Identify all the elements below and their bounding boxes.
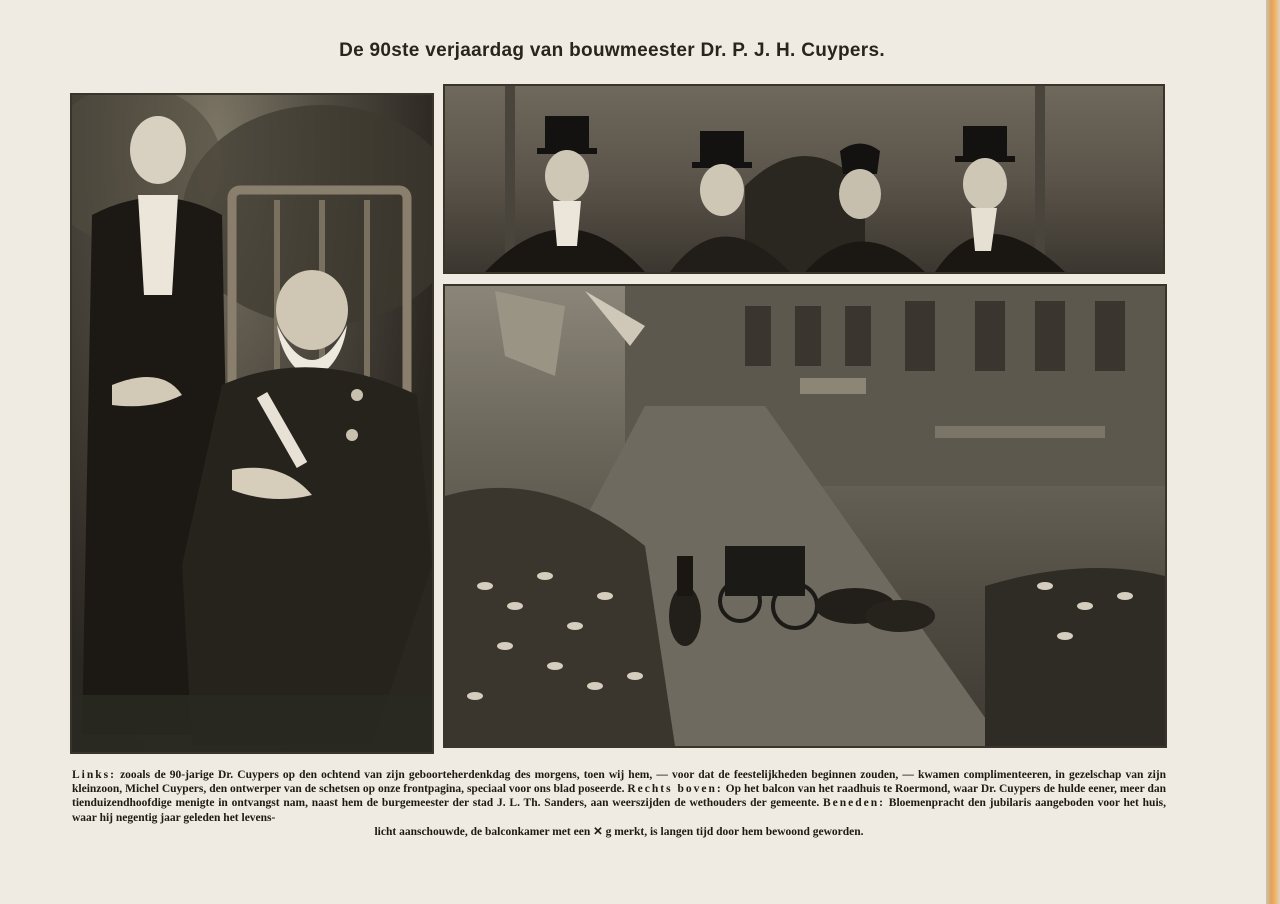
photo-street-procession xyxy=(443,284,1167,748)
caption-label-rechts: Rechts boven: xyxy=(627,783,723,796)
balcony-illustration xyxy=(445,86,1163,272)
page-title: De 90ste verjaardag van bouwmeester Dr. P. J. H. Cuypers. xyxy=(339,40,885,61)
street-illustration xyxy=(445,286,1165,746)
photo-balcony-raadhuis xyxy=(443,84,1165,274)
caption-text-rechts: Op het balcon van het raadhuis te Roermond, waar Dr. Cuypers de hulde eener, meer dan tienduizendhoofdige menigte in ontvangst nam, naast hem de burgemeester der stad J. L. Th. Sanders, aan weerszijden de wethouders der gemeente. xyxy=(72,783,1166,810)
caption-label-links: Links: xyxy=(72,769,116,781)
photo-caption xyxy=(72,768,1166,839)
caption-last-line: licht aanschouwde, de balconkamer met een ✕ g merkt, is langen tijd door hem bewoond geworden. xyxy=(374,825,864,838)
caption-text-beneden: Bloemenpracht den jubilaris aangeboden voor het huis, waar hij negentig jaar geleden het levens- xyxy=(72,797,1166,824)
page-edge xyxy=(1266,0,1280,904)
caption-label-beneden: Beneden: xyxy=(823,797,885,810)
photo-portrait-cuypers xyxy=(70,93,434,754)
portrait-illustration xyxy=(72,95,432,752)
caption-text-links: zooals de 90-jarige Dr. Cuypers op den ochtend van zijn geboorteherdenkdag des morgens, toen wij hem, — voor dat de feestelijkheden beginnen zouden, — kwamen complimenteeren, in gezelschap van zijn kleinzoon, Michel Cuypers, den ontwerper van de schetsen op onze frontpagina, speciaal voor ons blad poseerde. xyxy=(72,769,1166,796)
